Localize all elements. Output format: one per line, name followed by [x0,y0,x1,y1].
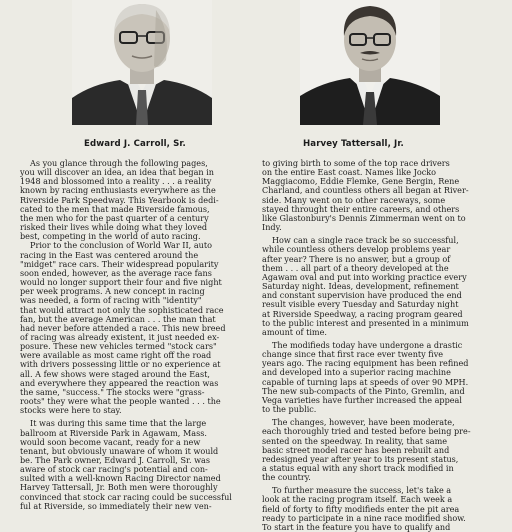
text-line: To further measure the success, let's take a [272,485,452,496]
text-line: were available as most came right off the road [20,350,212,361]
text-line: Riverside Park Speedway. This Yearbook is dedi- [20,194,219,205]
text-line: The changes, however, have been moderate, [272,417,455,428]
text-line: and constant supervision have produced the end [262,290,462,301]
text-line: ful at Riverside, so immediately their new ven- [20,500,212,511]
text-line: risked their lives while doing what they loved [20,222,208,233]
text-line: posure. These new vehicles termed "stock cars" [20,341,217,352]
text-line: while countless others develop problems year [262,244,451,255]
text-line: ready to participate in a nine race modified show. [262,512,466,523]
text-line: side. Many went on to other raceways, some [262,194,446,205]
text-line: change since that first race ever twenty five [262,349,444,360]
text-line: be. The Park owner, Edward J. Carroll, Sr. was [20,455,211,465]
text-line: convinced that stock car racing could be successful [20,491,232,502]
text-line: capable of turning laps at speeds of over 90 MPH. [262,376,469,387]
article-column-right [262,159,496,532]
text-line: Maggiacomo, Eddie Flemke, Gene Bergin, Rene [262,176,460,187]
text-line: would no longer support their four and five night [20,277,222,288]
text-line: Prior to the conclusion of World War II, auto [30,240,212,251]
text-line: Agawam oval and put into working practice every [262,271,467,282]
text-line: like Glastonbury's Dennis Zimmerman went on to [262,212,466,223]
text-line: The new sub-compacts of the Pinto, Gremlin, and [262,385,465,396]
text-line: had never before attended a race. This new breed [20,322,226,333]
text-line: on the entire East coast. Names like Jocko [262,167,437,178]
text-line: years ago. The racing equipment has been refined [262,358,469,369]
text-line: would soon become vacant, ready for a new [20,436,201,447]
text-line: tenant, but obviously unaware of whom it would [20,445,219,456]
text-line: that would attract not only the sophisticated race [20,304,224,315]
text-line: As you glance through the following pages, [30,158,208,168]
text-line: How can a single race track be so successful, [272,235,459,246]
portrait-photo-carroll [72,0,212,125]
text-line: at Riverside Speedway, a racing program geared [262,308,463,319]
text-line: Harvey Tattersall, Jr. Both men were thoroughly [20,482,218,493]
caption-carroll: Edward J. Carroll, Sr. [84,139,186,149]
text-line: a status equal with any short track modified in [262,463,454,473]
text-line: stayed throught their entire careers, and others [262,203,460,214]
text-line: Indy. [262,222,282,233]
text-line: stocks were here to stay. [20,405,122,416]
text-line: best, competing in the world of auto racing. [20,231,201,242]
text-line: soon ended, however, as the average race fans [20,267,212,278]
text-line: Saturday night. Ideas, development, refinement [262,281,459,292]
text-line: Vega varieties have further increased the appeal [262,394,462,405]
text-line: sented on the speedway. In reality, that same [262,435,448,446]
text-line: It was during this same time that the large [30,418,207,429]
text-line: and developed into a superior racing machine [262,367,451,378]
text-line: the men who for the past quarter of a century [20,212,209,223]
text-line: 1948 and blossomed into a reality . . . a reality [20,176,212,187]
text-line: to giving birth to some of the top race drivers [262,158,450,168]
text-line: To start in the feature you have to qualify and [262,521,451,532]
text-line: amount of time. [262,326,327,337]
text-line: and everywhere they appeared the reaction was [20,377,219,388]
text-line: racing in the East was centered around the [20,249,199,260]
text-line: to the public. [262,404,317,415]
text-line: them . . . all part of a theory developed at the [262,262,449,273]
text-line: of racing was already existent, it just needed ex- [20,331,220,342]
text-line: aware of stock car racing's potential and con- [20,464,208,475]
text-line: "midget" race cars. Their widespread popularity [20,258,219,269]
text-line: basic street model racer has been rebuilt and [262,444,450,455]
text-line: sulted with a well-known Racing Director named [20,473,221,484]
text-line: all. A few shows were staged around the East, [20,368,210,379]
text-line: per week programs. A new concept in racing [20,286,205,297]
text-line: The modifieds today have undergone a drastic [272,339,463,350]
text-line: fan, but the average American . . . the man that [20,313,216,324]
caption-tattersall: Harvey Tattersall, Jr. [303,139,404,149]
text-line: result visible every Tuesday and Saturday night [262,299,459,310]
text-line: with drivers possessing little or no experience at [20,359,221,370]
text-line: known by racing enthusiasts everywhere as the [20,185,216,196]
text-line: redesigned year after year to its present status, [262,453,459,464]
text-line: the country. [262,472,311,483]
text-line: to the public interest and presented in a minimum [262,317,469,328]
portrait-photo-tattersall [300,0,440,125]
text-line: roots" they were what the people wanted . . . the [20,396,221,407]
text-line: after year? There is no answer, but a group of [262,253,451,264]
text-line: the same, "success." The stocks were "grass- [20,386,205,397]
text-line: cated to the men that made Riverside famous, [20,203,210,214]
text-line: look at the racing program itself. Each week a [262,494,453,505]
text-line: field of forty to fifty modifieds enter the pit area [262,503,460,514]
text-line: Charland, and countless others all began at River- [262,185,469,196]
article-column-left [20,159,252,511]
text-line: ballroom at Riverside Park in Agawam, Mass. [20,427,207,438]
text-line: you will discover an idea, an idea that began in [20,167,215,178]
text-line: was needed, a form of racing with "identity" [20,295,202,306]
text-line: each thoroughly tried and tested before being pre- [262,426,471,437]
